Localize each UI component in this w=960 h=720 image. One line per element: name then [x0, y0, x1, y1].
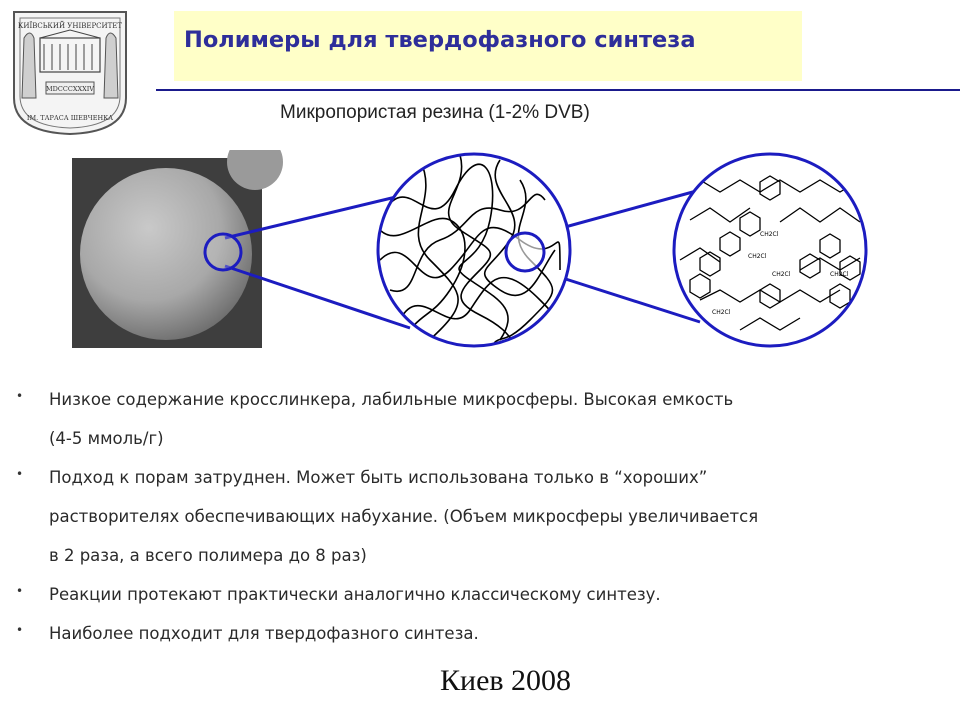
bullet-text-line: в 2 раза, а всего полимера до 8 раз) [49, 546, 367, 565]
bullet-dot-icon: • [16, 623, 24, 637]
bullet-text-line: (4-5 ммоль/г) [49, 429, 164, 448]
bullet-text-line: Низкое содержание кросслинкера, лабильные микросферы. Высокая емкость [49, 390, 734, 409]
network-zoom-circle [506, 233, 544, 271]
bead-micrograph [72, 150, 283, 348]
chemical-structure-circle [674, 154, 866, 346]
bullet-text-line: растворителях обеспечивающих набухание. (Объем микросферы увеличивается [49, 507, 759, 526]
bullet-list [16, 380, 956, 653]
chem-label: CH2Cl [748, 253, 767, 260]
university-seal-icon [8, 8, 132, 136]
logo-ring-text-top: КИЇВСЬКИЙ УНІВЕРСИТЕТ [17, 22, 123, 30]
bullet-item [16, 380, 956, 458]
bullet-dot-icon: • [16, 467, 24, 481]
logo-year-text: MDCCCXXXIV [46, 85, 94, 93]
logo-ring-text-bottom: ІМ. ТАРАСА ШЕВЧЕНКА [26, 114, 114, 122]
slide-title: Полимеры для твердофазного синтеза [184, 27, 696, 53]
bullet-dot-icon: • [16, 389, 24, 403]
chem-label: CH2Cl [760, 231, 779, 238]
bullet-item [16, 614, 956, 653]
bullet-text-line: Подход к порам затруднен. Может быть использована только в “хороших” [49, 468, 708, 487]
chem-label: CH2Cl [712, 309, 731, 316]
chem-label: CH2Cl [830, 271, 849, 278]
university-logo [8, 8, 132, 136]
bullet-item [16, 458, 956, 575]
bullet-item [16, 575, 956, 614]
footer-location-year: Киев 2008 [440, 664, 572, 697]
bullet-text-line: Реакции протекают практически аналогично классическому синтезу. [49, 585, 661, 604]
bead-zoom-circle [205, 234, 241, 270]
microporous-resin-figure [0, 150, 960, 355]
chem-label: CH2Cl [772, 271, 791, 278]
title-divider [156, 89, 960, 91]
polymer-network-circle [378, 154, 570, 355]
figure-subtitle: Микропористая резина (1-2% DVB) [280, 102, 590, 123]
bullet-dot-icon: • [16, 584, 24, 598]
bullet-text-line: Наиболее подходит для твердофазного синтеза. [49, 624, 479, 643]
